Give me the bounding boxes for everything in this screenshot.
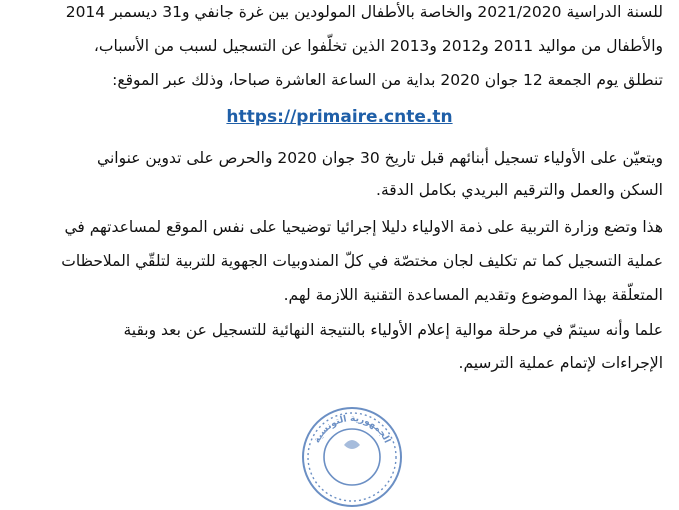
website-link[interactable]: https://primaire.cnte.tn xyxy=(226,107,453,127)
intro-line-3: تنطلق يوم الجمعة 12 جوان 2020 بداية من الساعة العاشرة صباحا، وذلك عبر الموقع: xyxy=(112,71,663,89)
stamp-text: الجمهورية التونسية xyxy=(312,413,392,445)
official-stamp-icon xyxy=(300,405,405,510)
paragraph3-line-3: المتعلّقة بهذا الموضوع وتقديم المساعدة التقنية اللازمة لهم. xyxy=(283,286,663,304)
paragraph3-line-2: عملية التسجيل كما تم تكليف لجان مختصّة في كلّ المندوبيات الجهوية للتربية لتلقّي الملاحظات xyxy=(61,252,663,270)
intro-line-1: للسنة الدراسية 2021/2020 والخاصة بالأطفال المولودين بين غرة جانفي و31 ديسمبر 2014 xyxy=(65,3,663,21)
paragraph3-line-1: هذا وتضع وزارة التربية على ذمة الاولياء دليلا إجرائيا توضيحيا على نفس الموقع لمساعدتهم في xyxy=(64,218,663,236)
paragraph2-line-1: ويتعيّن على الأولياء تسجيل أبنائهم قبل تاريخ 30 جوان 2020 والحرص على تدوين عنواني xyxy=(97,149,663,167)
intro-line-2: والأطفال من مواليد 2011 و2012 و2013 الذين تخلّفوا عن التسجيل لسبب من الأسباب، xyxy=(93,37,663,55)
paragraph4-line-2: الإجراءات لإتمام عملية الترسيم. xyxy=(458,354,663,372)
paragraph4-line-1: علما وأنه سيتمّ في مرحلة موالية إعلام الأولياء بالنتيجة النهائية للتسجيل عن بعد وبقية xyxy=(123,321,663,339)
paragraph2-line-2: السكن والعمل والترقيم البريدي بكامل الدقة. xyxy=(376,181,663,199)
